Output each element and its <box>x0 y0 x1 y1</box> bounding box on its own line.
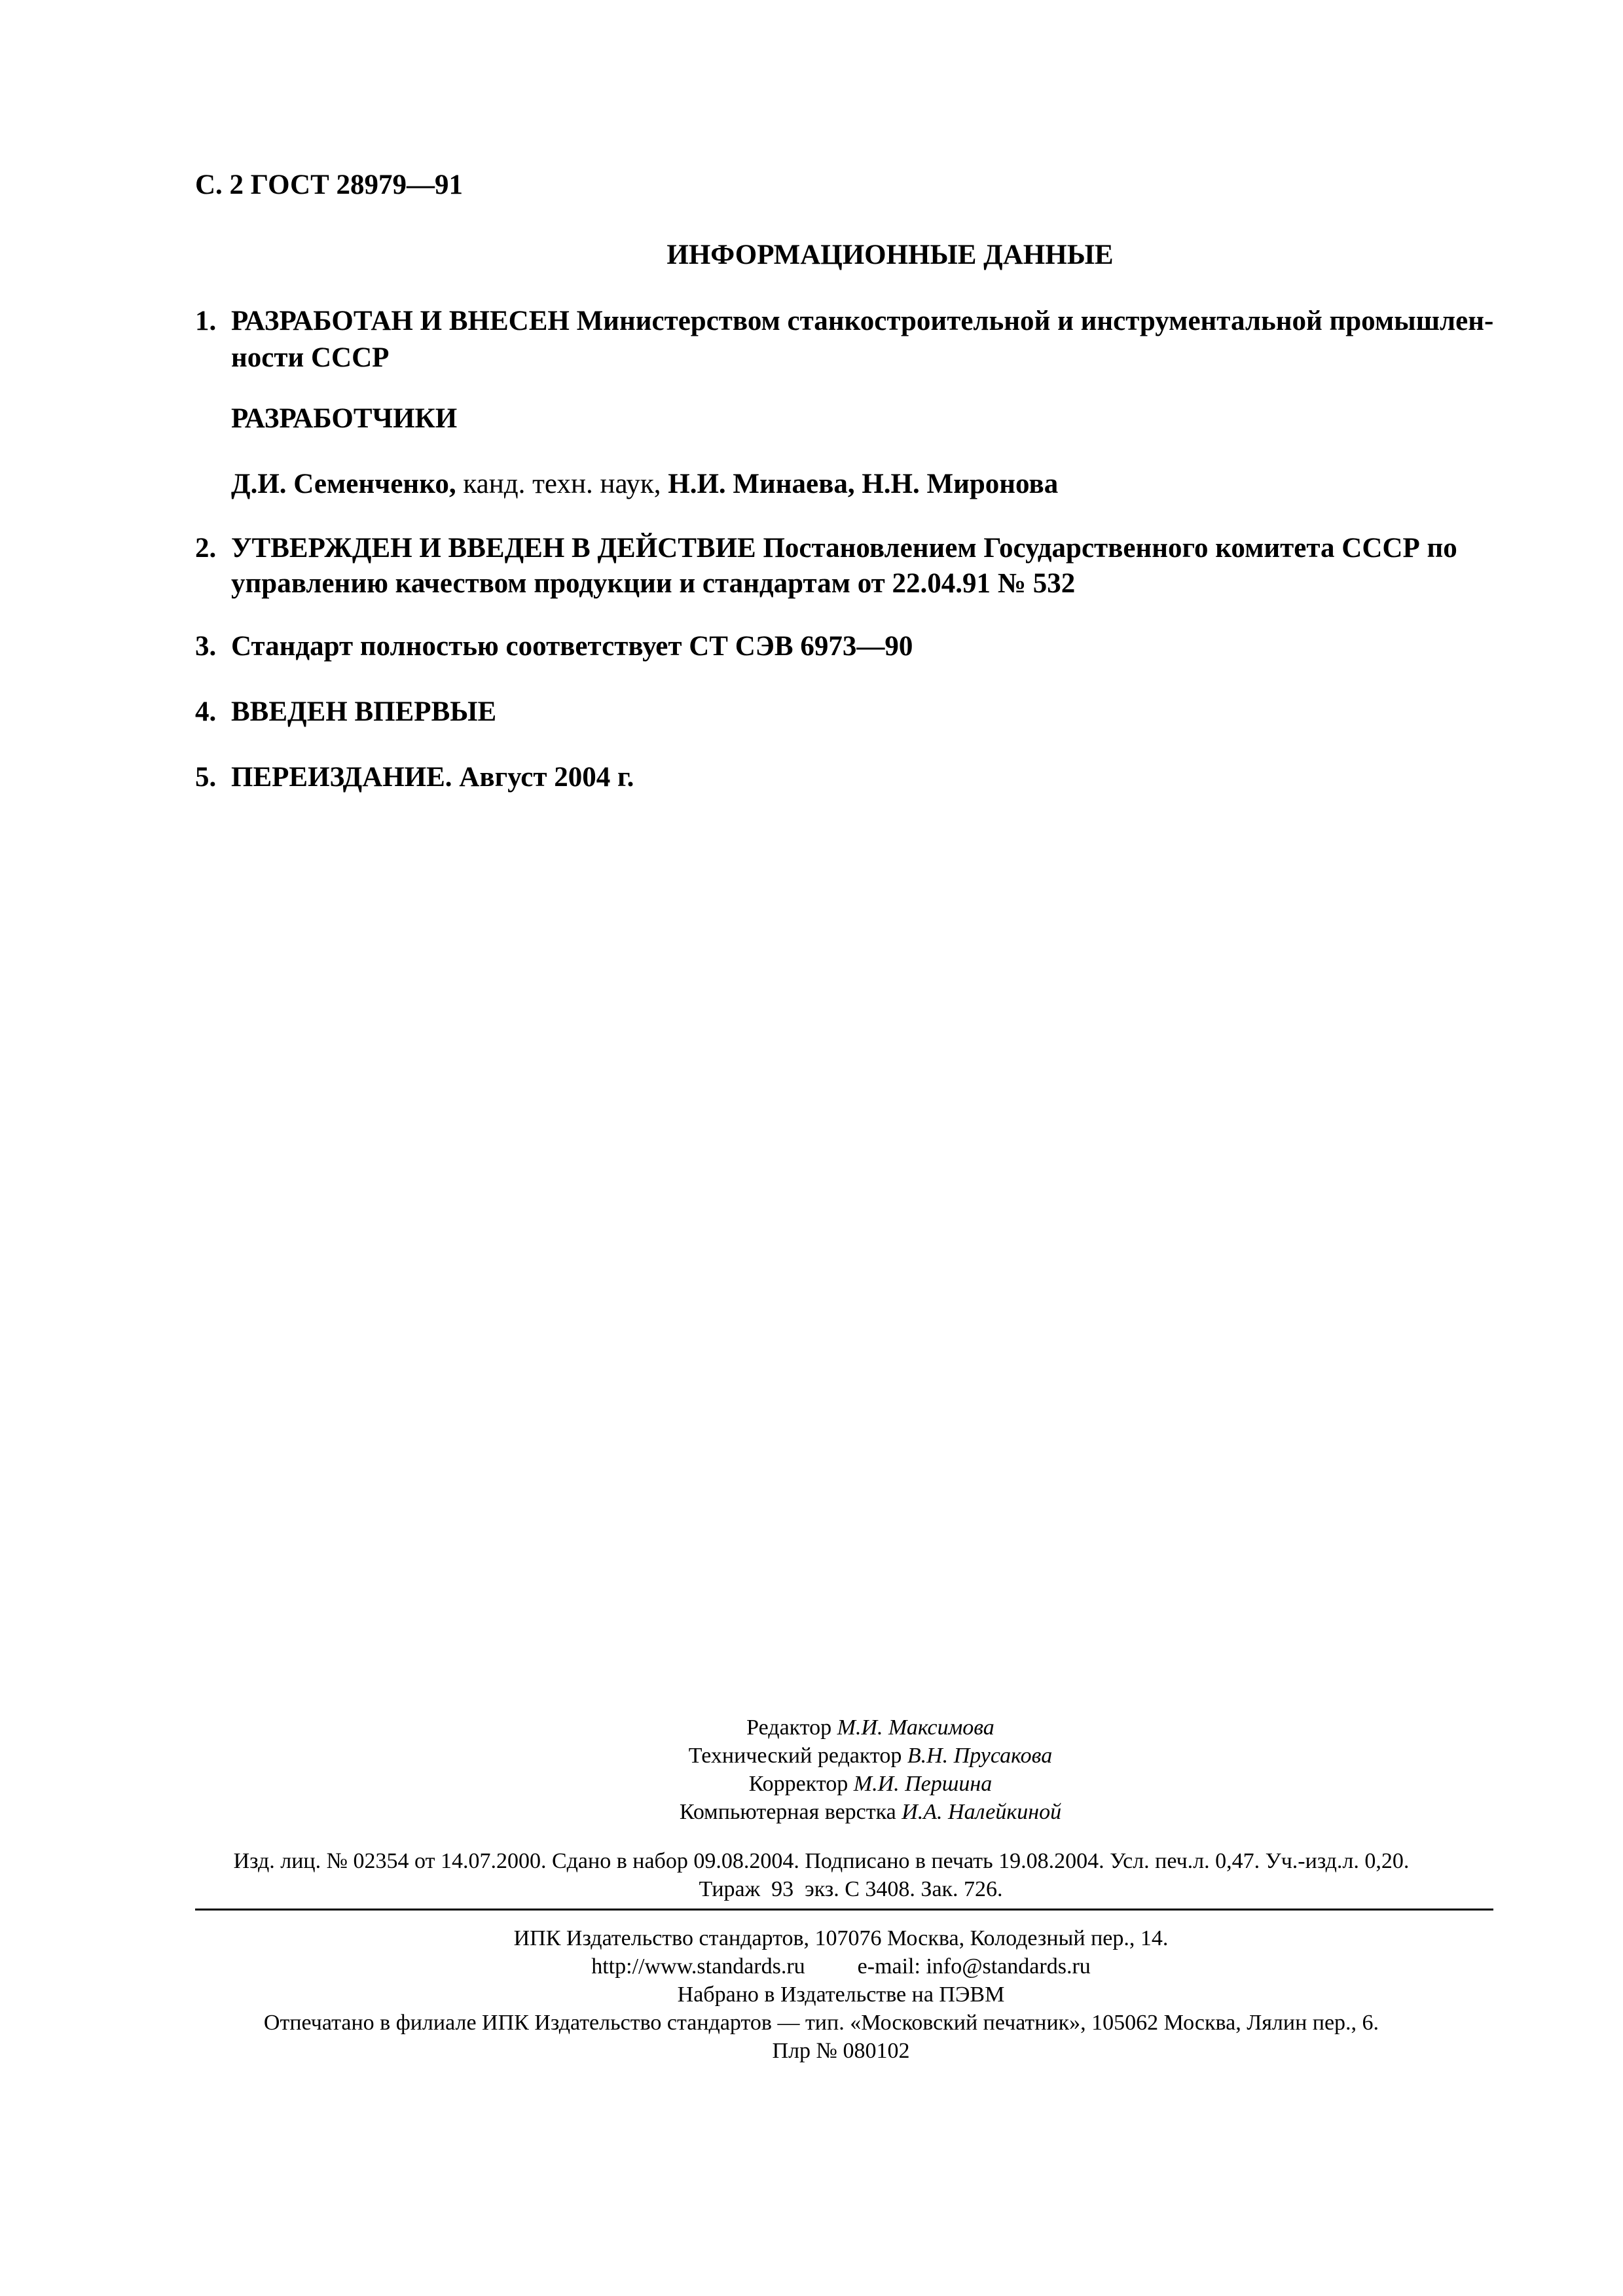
credit-editor <box>0 1713 1623 1742</box>
item-1-text-1: Министерством станкостроительной и инструментальной промышлен- <box>576 306 1494 336</box>
item-2-line-1 <box>231 530 1457 567</box>
item-number-1: 1. <box>195 306 217 336</box>
imprint-line-1: Изд. лиц. № 02354 от 14.07.2000. Сдано в набор 09.08.2004. Подписано в печать 19.08.2004. Усл. печ.л. 0,47. Уч.-изд.л. 0,20. <box>233 1849 1410 1873</box>
developer-degree: канд. техн. наук, <box>463 469 661 499</box>
item-3-text: Стандарт полностью соответствует СТ СЭВ 6973—90 <box>231 631 913 662</box>
separator-line <box>195 1909 1493 1910</box>
credit-role: Технический редактор <box>688 1744 902 1768</box>
imprint-line-2: Тираж 93 экз. С 3408. Зак. 726. <box>699 1877 1003 1901</box>
developer-names-2: Н.И. Минаева, Н.Н. Миронова <box>668 469 1059 499</box>
credit-tech-editor <box>0 1742 1623 1770</box>
publisher-line-4: Отпечатано в филиале ИПК Издательство стандартов — тип. «Московский печатник», 105062 Москва, Лялин пер., 6. <box>263 2011 1379 2035</box>
item-5-text: ПЕРЕИЗДАНИЕ. Август 2004 г. <box>231 762 634 793</box>
item-1-lead: РАЗРАБОТАН И ВНЕСЕН <box>231 306 570 336</box>
item-2-lead: УТВЕРЖДЕН И ВВЕДЕН В ДЕЙСТВИЕ <box>231 533 756 564</box>
item-1-line-1 <box>231 303 1493 340</box>
item-number-5: 5. <box>195 762 217 793</box>
developers-heading: РАЗРАБОТЧИКИ <box>231 403 458 434</box>
developer-name-1: Д.И. Семенченко, <box>231 469 456 499</box>
publisher-line-1: ИПК Издательство стандартов, 107076 Москва, Колодезный пер., 14. <box>513 1926 1169 1950</box>
publisher-contacts <box>0 1952 1623 1981</box>
item-number-4: 4. <box>195 696 217 727</box>
publisher-email: e-mail: info@standards.ru <box>857 1954 1091 1979</box>
credit-person: И.А. Налейкиной <box>902 1800 1062 1824</box>
credit-role: Редактор <box>746 1715 832 1740</box>
credit-person: В.Н. Прусакова <box>907 1744 1053 1768</box>
page-title: ИНФОРМАЦИОННЫЕ ДАННЫЕ <box>666 240 1114 270</box>
credit-person: М.И. Максимова <box>837 1715 994 1740</box>
item-2-line-2: управлению качеством продукции и стандартам от 22.04.91 № 532 <box>231 568 1076 599</box>
publisher-line-5: Плр № 080102 <box>772 2039 910 2063</box>
item-2-text-1: Постановлением Государственного комитета СССР по <box>763 533 1457 564</box>
item-4-text: ВВЕДЕН ВПЕРВЫЕ <box>231 696 497 727</box>
credit-proofreader <box>0 1770 1623 1798</box>
item-1-line-2: ности СССР <box>231 342 390 373</box>
publisher-url: http://www.standards.ru <box>591 1954 805 1979</box>
item-number-3: 3. <box>195 631 217 662</box>
developers-line <box>231 466 1058 503</box>
credit-person: М.И. Першина <box>853 1772 993 1796</box>
credit-layout <box>0 1798 1623 1826</box>
item-number-2: 2. <box>195 533 217 564</box>
credit-role: Корректор <box>748 1772 848 1796</box>
credit-role: Компьютерная верстка <box>679 1800 896 1824</box>
publisher-line-3: Набрано в Издательстве на ПЭВМ <box>677 1982 1005 2007</box>
page-header: С. 2 ГОСТ 28979—91 <box>195 170 464 200</box>
